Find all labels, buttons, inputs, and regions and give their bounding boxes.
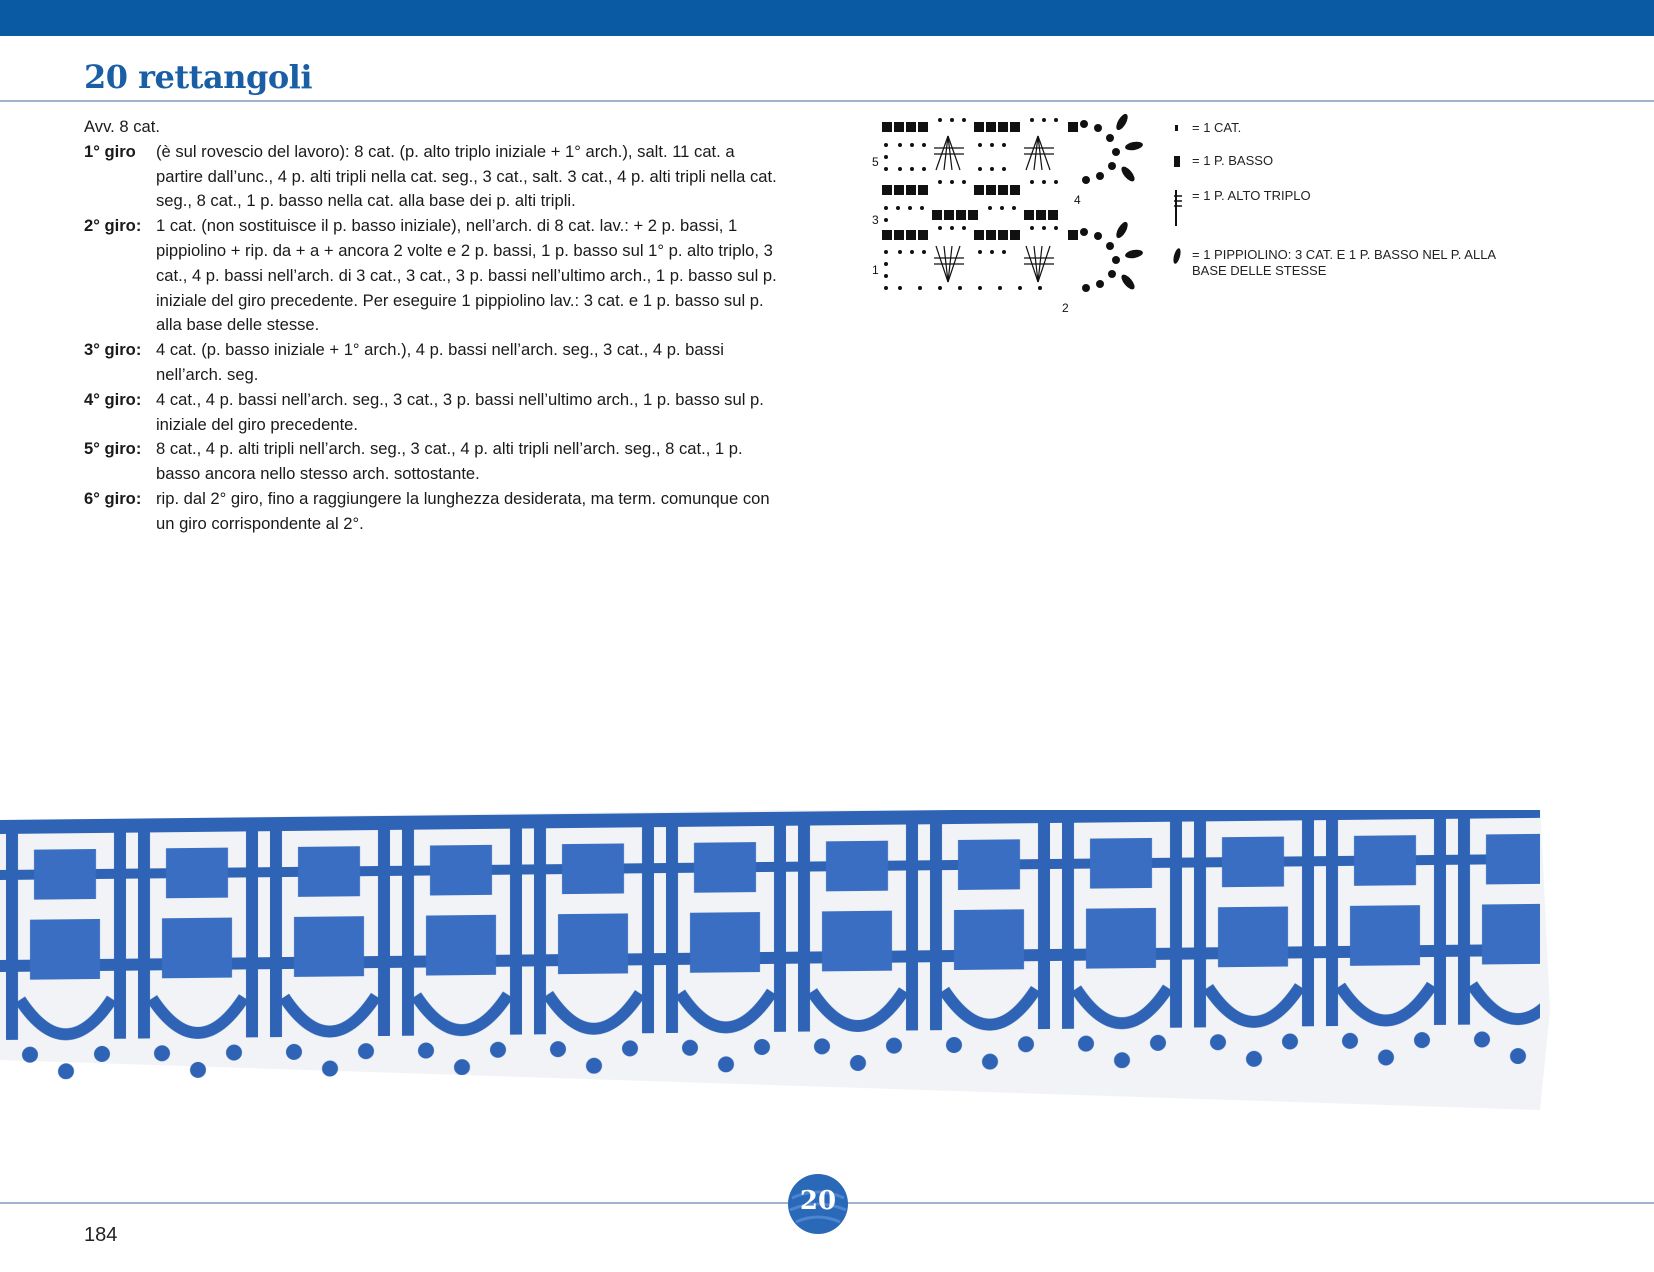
row-label: 5° giro: xyxy=(84,439,142,459)
instructions-block xyxy=(84,115,784,537)
diagram-row-number: 4 xyxy=(1074,193,1081,207)
legend-item xyxy=(1172,120,1512,137)
row-label: 4° giro: xyxy=(84,389,142,409)
row-label: 6° giro: xyxy=(84,488,142,508)
row-text: (è sul rovescio del lavoro): 8 cat. (p. alto triplo iniziale + 1° arch.), salt. 11 cat. a partire dall’unc., 4 p. alti tripli nella cat. seg., 3 cat., salt. 3 cat., 4 p. alti tripli nella cat. seg., 8 cat., 1 p. basso nella cat. alla base dei p. alti tripli. xyxy=(156,141,777,211)
chain-icon xyxy=(1172,120,1192,137)
instruction-row xyxy=(84,388,784,438)
title-divider xyxy=(0,100,1654,102)
row-text: 4 cat. (p. basso iniziale + 1° arch.), 4 p. bassi nell’arch. seg., 3 cat., 4 p. bassi nell’arch. seg. xyxy=(156,340,724,384)
instruction-row xyxy=(84,437,784,487)
legend-item xyxy=(1172,247,1512,279)
diagram-row-number: 1 xyxy=(872,263,879,277)
diagram-row-number: 3 xyxy=(872,213,879,227)
row-text: 4 cat., 4 p. bassi nell’arch. seg., 3 cat., 3 p. bassi nell’ultimo arch., 1 p. basso sul p. iniziale del giro precedente. xyxy=(156,389,764,434)
row-text: 8 cat., 4 p. alti tripli nell’arch. seg., 3 cat., 4 p. alti tripli nell’arch. seg., 8 cat., 1 p. basso ancora nello stesso arch. sottostante. xyxy=(156,439,743,484)
picot-icon xyxy=(1172,247,1192,268)
legend xyxy=(1172,120,1512,295)
legend-text: = 1 P. ALTO TRIPLO xyxy=(1192,188,1311,203)
row-label: 2° giro: xyxy=(84,216,142,236)
treble-crochet-icon xyxy=(1172,188,1192,231)
instructions-intro: Avv. 8 cat. xyxy=(84,117,160,136)
legend-item xyxy=(1172,188,1512,231)
crochet-chart xyxy=(872,112,1152,327)
row-label: 1° giro xyxy=(84,141,136,161)
diagram-row-number: 5 xyxy=(872,155,879,169)
instruction-row xyxy=(84,140,784,214)
row-label: 3° giro: xyxy=(84,340,142,360)
single-crochet-icon xyxy=(1172,153,1192,172)
top-color-bar xyxy=(0,0,1654,36)
page-number: 184 xyxy=(84,1224,118,1246)
pattern-number-badge: 20 xyxy=(799,1186,837,1216)
legend-text: = 1 P. BASSO xyxy=(1192,153,1274,168)
legend-text: = 1 CAT. xyxy=(1192,120,1242,135)
instruction-row xyxy=(84,487,784,537)
lace-photo xyxy=(0,810,1654,1150)
instruction-row xyxy=(84,214,784,338)
diagram-row-number: 2 xyxy=(1062,301,1069,315)
legend-item xyxy=(1172,153,1512,172)
instruction-row xyxy=(84,338,784,388)
legend-text: = 1 PIPPIOLINO: 3 CAT. E 1 P. BASSO NEL P. ALLA BASE DELLE STESSE xyxy=(1192,247,1496,278)
row-text: 1 cat. (non sostituisce il p. basso iniziale), nell’arch. di 8 cat. lav.: + 2 p. bassi, 1 pippiolino + rip. da + a + ancora 2 volte e 2 p. bassi, 1 p. basso sul 1° p. alto triplo, 3 cat., 4 p. bassi nell’arch. di 3 cat., 3 cat., 3 p. bassi nell’ultimo arch., 1 p. basso sul p. iniziale del giro precedente. Per eseguire 1 pippiolino lav.: 3 cat. e 1 p. basso sul p. alla base delle stesse. xyxy=(156,216,777,335)
row-text: rip. dal 2° giro, fino a raggiungere la lunghezza desiderata, ma term. comunque con un giro corrispondente al 2°. xyxy=(156,488,770,533)
page-title: 20 rettangoli xyxy=(84,58,312,96)
